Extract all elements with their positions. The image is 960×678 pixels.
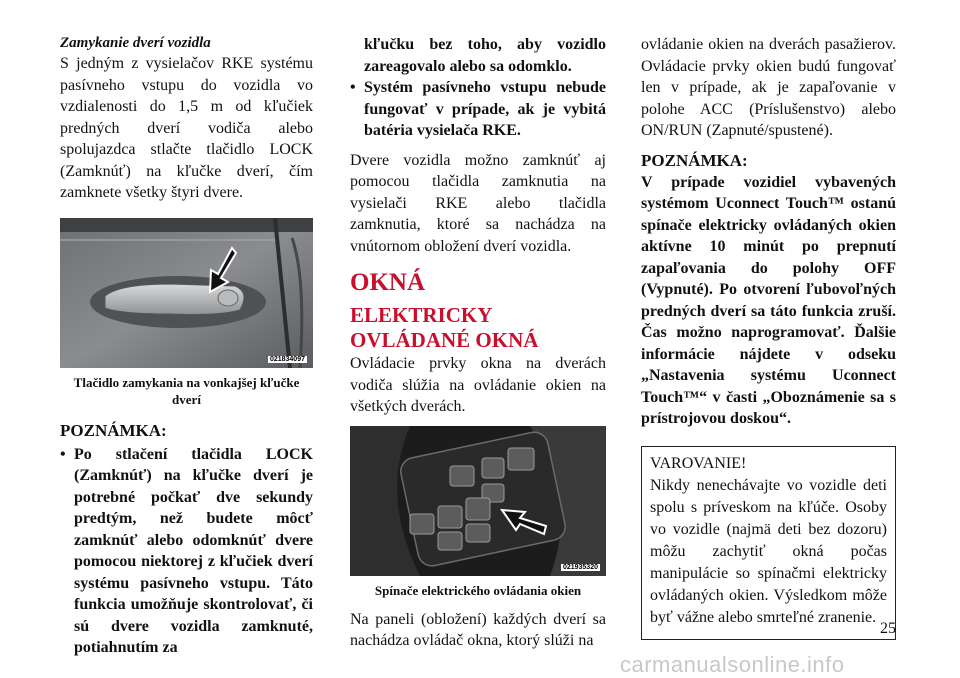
figure-id-1: 021834097 [269, 355, 305, 363]
note-bullet-passive-entry: • Po stlačení tlačidla LOCK (Zamknúť) na kľučke dverí je potrebné počkať dve sekundy predtým, než budete môcť zamknúť alebo odomknúť dvere pomocou niektorej z kľučiek dverí systému pasívneho vstupu. Táto funkcia umožňuje skontrolovať, či sú dvere vozidla zamknuté, potiahnutím za [60, 444, 313, 659]
watermark: carmanualsonline.info [620, 652, 845, 677]
figure-caption-window-switches: Spínače elektrického ovládania okien [374, 582, 582, 598]
note-heading-right: POZNÁMKA: [641, 150, 748, 170]
window-control-paragraph: Na paneli (obložení) každých dverí sa nachádza ovládač okna, ktorý slúži na [350, 610, 606, 649]
warning-heading: VAROVANIE! [650, 454, 747, 472]
lock-alternatives-paragraph: Dvere vozidla možno zamknúť aj pomocou tlačidla zamknutia na vysielači RKE alebo tlačidla zamknutia, ktoré sa nachádza na vnútornom obložení dverí vozidla. [350, 151, 606, 255]
door-handle-illustration [60, 218, 313, 368]
window-switches-illustration [350, 426, 606, 576]
figure-id-2: 021935320 [562, 563, 598, 571]
door-lock-paragraph: S jedným z vysielačov RKE systému pasívneho vstupu do vozidla vo vzdialenosti do 1,5 m od kľučiek predných dverí vodiča alebo spolujazdca stlačte tlačidlo LOCK (Zamknúť) na kľučke dverí, čím zamknete všetky štyri dvere. [60, 55, 313, 201]
column-left [60, 34, 313, 659]
column-right [641, 34, 896, 640]
page-number: 25 [880, 620, 896, 637]
figure-caption-door-handle: Tlačidlo zamykania na vonkajšej kľučke dverí [73, 374, 300, 407]
window-control-continuation: ovládanie okien na dverách pasažierov. Ovládacie prvky okien budú fungovať len v prípade, ak je zapaľovanie v polohe ACC (Príslušenstvo) alebo ON/RUN (Zapnuté/spustené). [641, 36, 896, 139]
section-heading-windows: OKNÁ [350, 269, 425, 296]
note-uconnect-body: V prípade vozidiel vybavených systémom Uconnect Touch™ ostanú spínače elektricky ovládaných okien aktívne 10 minút po prepnutí zapaľovania do polohy OFF (Vypnuté). Po otvorení ľubovoľných predných dverí sa táto funkcia zruší. Čas možno naprogramovať. Ďalšie informácie nájdete v odseku „Nastavenia systému Uconnect Touch™“ v časti „Oboznámenie sa s prístrojovou doskou“. [641, 173, 896, 427]
door-handle-figure [60, 218, 313, 368]
note-bullets-left [60, 444, 313, 659]
section-heading-power-windows: ELEKTRICKY OVLÁDANÉ OKNÁ [350, 303, 539, 352]
power-windows-paragraph: Ovládacie prvky okna na dverách vodiča slúžia na ovládanie okien na všetkých dverách. [350, 355, 606, 415]
warning-box [641, 446, 896, 640]
note-bullets-middle [350, 34, 606, 142]
note-heading-left: POZNÁMKA: [60, 420, 167, 440]
warning-body: Nikdy nenechávajte vo vozidle deti spolu s príveskom na kľúče. Osoby vo vozidle (najmä deti bez dozoru) môžu zachytiť okná počas manipulácie so spínačmi elektricky ovládaných okien. Výsledkom môže byť vážne alebo smrteľné zranenie. [650, 476, 887, 626]
column-middle [350, 34, 606, 652]
window-switches-figure [350, 426, 606, 576]
note-bullet-battery: • Systém pasívneho vstupu nebude fungovať v prípade, ak je vybitá batéria vysielača RKE. [350, 77, 606, 142]
note-bullet-continuation: kľučku bez toho, aby vozidlo zareagovalo alebo sa odomklo. [364, 36, 606, 75]
section-heading-door-lock: Zamykanie dverí vozidla [60, 35, 211, 51]
